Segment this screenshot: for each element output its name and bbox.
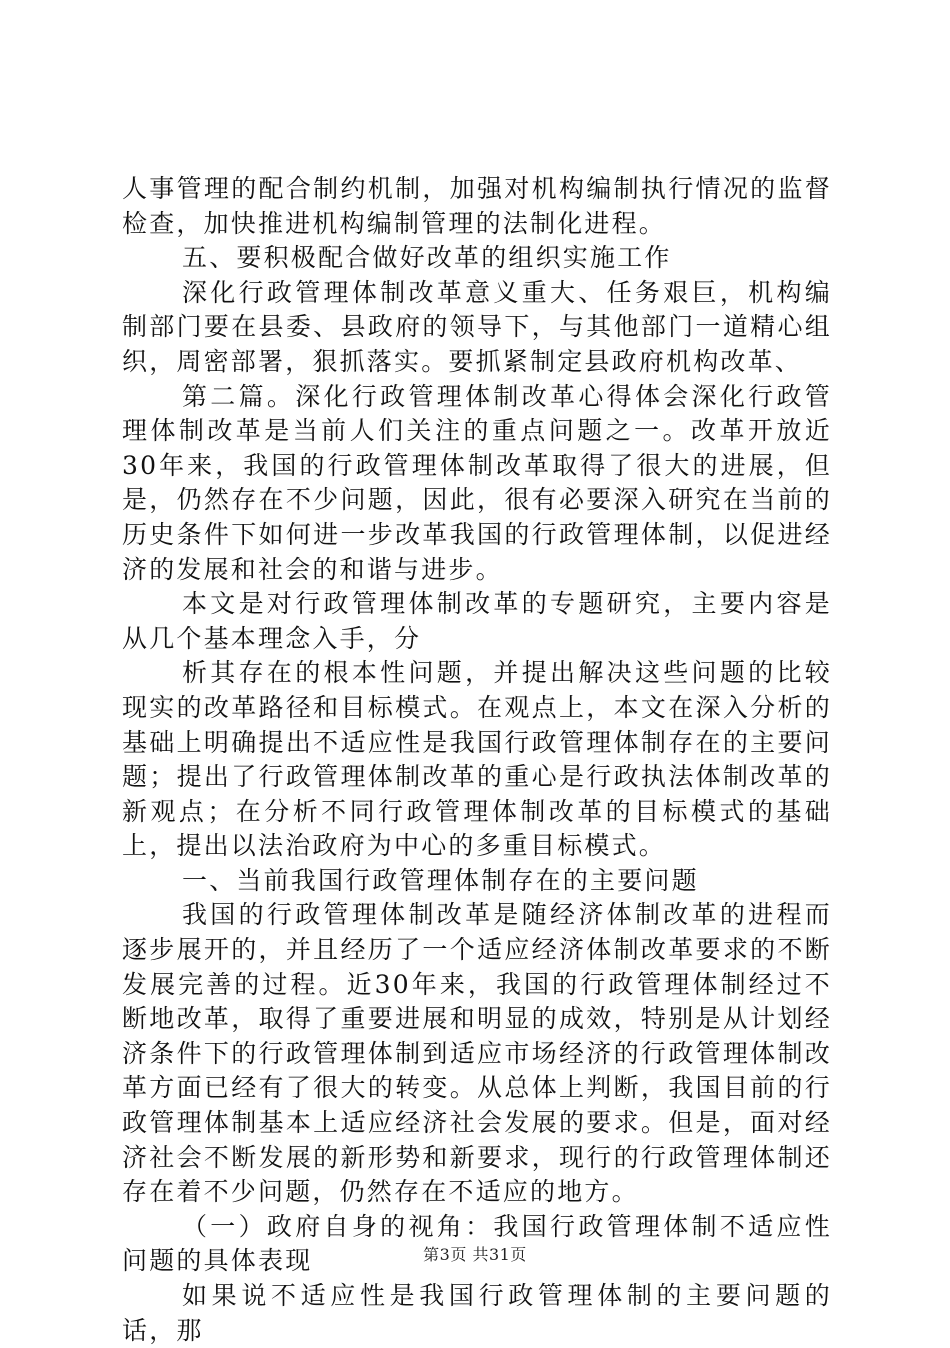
paragraph: 我国的行政管理体制改革是随经济体制改革的进程而逐步展开的，并且经历了一个适应经济体制改革要求的不断发展完善的过程。近30年来，我国的行政管理体制经过不断地改革，取得了重要进展和明显的成效，特别是从计划经济条件下的行政管理体制到适应市场经济的行政管理体制改革方面已经有了很大的转变。从总体上判断，我国目前的行政管理体制基本上适应经济社会发展的要求。但是，面对经济社会不断发展的新形势和新要求，现行的行政管理体制还存在着不少问题，仍然存在不适应的地方。 (122, 900, 832, 1207)
paragraph: 本文是对行政管理体制改革的专题研究，主要内容是从几个基本理念入手，分 (122, 589, 832, 653)
page-footer: 第3页 共31页 (423, 1245, 527, 1264)
paragraph: 析其存在的根本性问题，并提出解决这些问题的比较现实的改革路径和目标模式。在观点上，本文在深入分析的基础上明确提出不适应性是我国行政管理体制存在的主要问题；提出了行政管理体制改革的重心是行政执法体制改革的新观点；在分析不同行政管理体制改革的目标模式的基础上，提出以法治政府为中心的多重目标模式。 (122, 658, 832, 861)
paragraph: 如果说不适应性是我国行政管理体制的主要问题的话，那 (122, 1281, 832, 1345)
paragraph: 深化行政管理体制改革意义重大、任务艰巨，机构编制部门要在县委、县政府的领导下，与其他部门一道精心组织，周密部署，狠抓落实。要抓紧制定县政府机构改革、 (122, 277, 832, 376)
paragraph: 第二篇。深化行政管理体制改革心得体会深化行政管理体制改革是当前人们关注的重点问题之一。改革开放近30年来，我国的行政管理体制改革取得了很大的进展，但是，仍然存在不少问题，因此，很有必要深入研究在当前的历史条件下如何进一步改革我国的行政管理体制，以促进经济的发展和社会的和谐与进步。 (122, 381, 832, 584)
document-body (122, 172, 832, 1348)
subsection-heading: （一）政府自身的视角：我国行政管理体制不适应性问题的具体表现 (122, 1211, 832, 1276)
paragraph: 人事管理的配合制约机制，加强对机构编制执行情况的监督检查，加快推进机构编制管理的法制化进程。 (122, 174, 832, 238)
section-heading: 一、当前我国行政管理体制存在的主要问题 (182, 865, 699, 895)
section-heading: 五、要积极配合做好改革的组织实施工作 (182, 243, 672, 273)
